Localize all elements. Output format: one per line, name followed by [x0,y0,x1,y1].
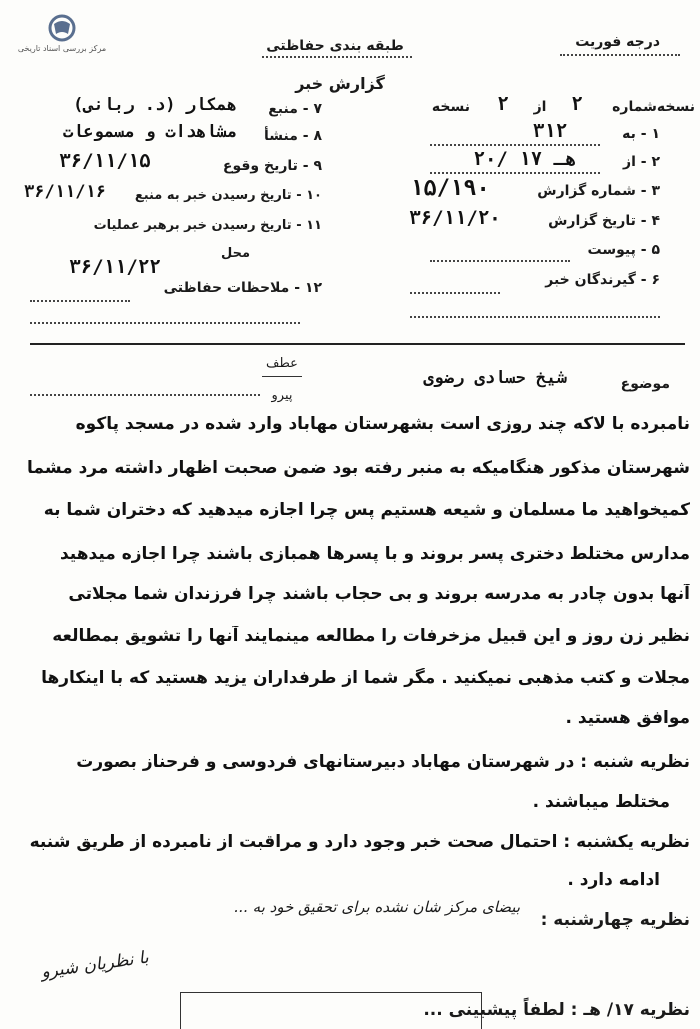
arrival-ops-label: ۱۱ - تاریخ رسیدن خبر برهبر عملیات [93,218,322,233]
source-label: ۷ - منبع [268,101,322,117]
source-note-line-2: مختلط میباشند . [532,792,670,812]
attachment-dotted-line [430,260,570,262]
origin-label: ۸ - منشأ [264,128,322,144]
security-notes-dotted-1 [30,300,130,302]
body-line: مجلات و کتب مذهبی نمیکنید . مگر شما از طرفداران یزید هستید که با اینکارها [41,668,690,688]
body-line: کمیخواهید ما مسلمان و شیعه هستیم پس چرا اجازه میدهید که دختران شما به [43,500,690,520]
logo-text: مرکز بررسی اسناد تاریخی [17,44,107,53]
atf-label: عطف [266,356,298,371]
body-line: مدارس مختلط دختری پسر بروند و با پسرها همبازی باشند چرا اجازه میدهید [59,544,690,564]
report-number-value: ۱۵/۱۹۰ [410,176,490,201]
security-notes-dotted-2 [30,322,300,324]
arrival-ops-value: ۳۶/۱۱/۲۲ [69,256,161,278]
attachment-label: ۵ - پیوست [587,242,660,258]
from-label: ۲ - از [623,154,660,170]
report-date-value: ۳۶/۱۱/۲۰ [409,207,501,229]
place-label: محل [220,246,250,261]
page-title: گزارش خبر [295,74,385,93]
archive-logo [8,14,116,60]
copy-number-label: نسخه‌شماره [612,99,695,115]
sunday-note-line-2: ادامه دارد . [567,870,660,890]
recipients-label: ۶ - گیرندگان خبر [545,272,660,288]
wednesday-note-label: نظریه چهارشنبه : [540,910,690,930]
arrival-source-value: ۳۶/۱۱/۱۶ [24,182,106,202]
arrival-source-label: ۱۰ - تاریخ رسیدن خبر به منبع [134,188,322,203]
urgency-line [560,54,680,56]
origin-value: مشاهدات و مسموعات [63,122,237,142]
subject-dotted-line [30,394,260,396]
report-date-label: ۴ - تاریخ گزارش [548,213,660,229]
peyro-label: پیرو [271,388,293,403]
to-dotted-line [430,144,600,146]
subject-label: موضوع [620,376,670,392]
subject-value: شیخ حسادی رضوی [423,368,567,388]
logo-mark-icon [8,14,116,44]
source-note-line-1: نظریه شنبه : در شهرستان مهاباد دبیرستانهای فردوسی و فرحناز بصورت [76,752,690,772]
classification-label: طبقه بندی حفاظتی [266,38,404,54]
to-value: ۳۱۲ [532,120,568,142]
event-date-label: ۹ - تاریخ وقوع [222,158,322,174]
header-divider [30,343,685,345]
copy-number-value: ۲ [571,93,583,115]
to-label: ۱ - به [622,126,660,142]
event-date-value: ۳۶/۱۱/۱۵ [59,150,151,172]
body-line: نامبرده با لاکه چند روزی است بشهرستان مهاباد وارد شده در مسجد پاکوه [75,414,690,434]
body-line: نظیر زن روز و این قبیل مزخرفات را مطالعه مینمایند آنها را تشویق بمطالعه [52,626,690,646]
atf-divider [262,376,302,377]
from-value: ۲۰/ ۱۷ هـ [473,148,577,170]
urgency-label: درجه فوریت [575,34,660,50]
copy-total-value: ۲ [497,93,509,115]
body-line: آنها بدون چادر به مدرسه بروند و بی حجاب باشند چرا فرزندان شما مجلاتی [68,584,690,604]
wednesday-handwritten-note: بیضای مرکز شان نشده برای تحقیق خود به ... [233,898,520,916]
report-number-label: ۳ - شماره گزارش [537,183,660,199]
security-notes-label: ۱۲ - ملاحظات حفاظتی [163,280,322,296]
sunday-note-line-1: نظریه یکشنبه : احتمال صحت خبر وجود دارد و مراقبت از نامبرده از طریق شنبه [29,832,690,852]
from-dotted-line [430,172,600,174]
copy-from-label: از [533,99,547,115]
body-line: شهرستان مذکور هنگامیکه به منبر رفته بود ضمن صحبت اظهار داشته مرد مشما [27,458,690,478]
body-line: موافق هستید . [565,708,690,728]
recipients-dotted-line-2 [410,316,660,318]
classification-line [262,56,412,58]
copy-suffix-label: نسخه [431,99,470,115]
source-value: همکار (د. ربانی) [73,95,237,115]
recipients-dotted-line-1 [410,292,500,294]
handwritten-signature: با نظریان شیرو [40,947,150,983]
bottom-note-line: نظریه ۱۷/ هـ : لطفاً پیشبینی ... [423,1000,690,1020]
